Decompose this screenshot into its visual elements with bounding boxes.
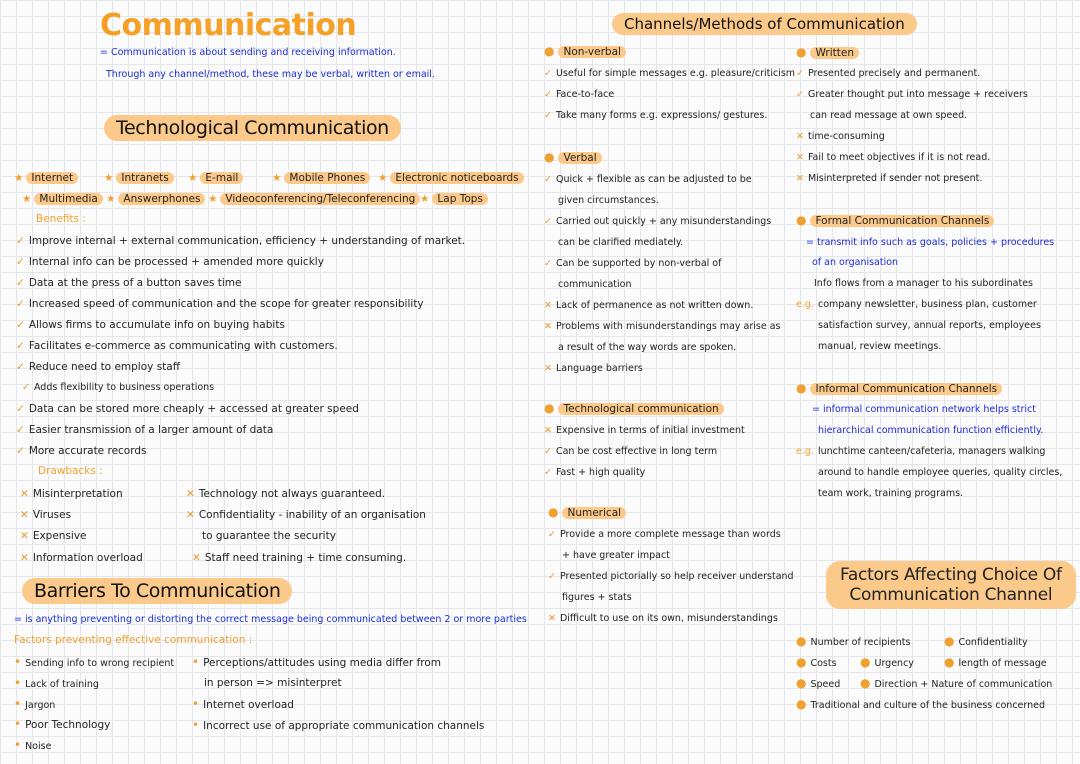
verbal-point: ✕ Language barriers: [544, 363, 643, 374]
formal-examples-3: manual, review meetings.: [818, 341, 942, 352]
benefit-item: ✓ Reduce need to employ staff: [16, 361, 180, 373]
verbal-point: ✓ Can be supported by non-verbal of: [544, 258, 722, 269]
factors-heading: [826, 561, 1076, 609]
drawback-item-continued: to guarantee the security: [202, 530, 336, 542]
informal-examples-2: around to handle employee queries, quality circles,: [818, 467, 1063, 478]
benefit-item: ✓ Data can be stored more cheaply + accessed at greater speed: [16, 403, 359, 415]
factor-item: ● Number of recipients: [796, 634, 911, 648]
verbal-heading: ● Verbal: [544, 150, 602, 165]
barriers-heading: [22, 580, 292, 602]
verbal-point: ✕ Problems with misunderstandings may arise as: [544, 321, 781, 332]
numerical-point: ✕ Difficult to use on its own, misunderstandings: [548, 613, 778, 624]
verbal-point-continued: given circumstances.: [558, 195, 659, 206]
informal-examples-1: lunchtime canteen/cafeteria, managers walking: [818, 446, 1046, 457]
verbal-point: ✓ Quick + flexible as can be adjusted to be: [544, 174, 752, 185]
barriers-definition: = is anything preventing or distorting the correct message being communicated between 2 or more parties: [14, 614, 527, 625]
tech-type-mobile-phones: ★ Mobile Phones: [272, 171, 370, 185]
benefit-item: ✓ More accurate records: [16, 445, 147, 457]
numerical-point-continued: + have greater impact: [562, 550, 670, 561]
star-icon: ★: [14, 172, 24, 184]
drawback-item: ✕ Technology not always guaranteed.: [186, 488, 386, 500]
benefits-label: Benefits :: [36, 213, 86, 225]
factor-item: ● Confidentiality: [944, 634, 1028, 648]
drawback-item: ✕ Expensive: [20, 530, 87, 542]
benefit-item: ✓ Internal info can be processed + amended more quickly: [16, 256, 324, 268]
written-point: ✕ time-consuming: [796, 131, 885, 142]
nonverbal-point: ✓ Useful for simple messages e.g. pleasure/criticism: [544, 68, 796, 79]
barrier-item: • Jargon: [14, 697, 56, 711]
factor-item: ● Urgency: [860, 655, 914, 669]
factor-item: ● Speed: [796, 676, 841, 690]
tech-type-laptops: ★ Lap Tops: [420, 192, 488, 206]
informal-eg: e.g.: [796, 446, 814, 457]
channels-heading: [612, 14, 917, 33]
communication-definition-2: Through any channel/method, these may be verbal, written or email.: [106, 69, 435, 80]
communication-definition-1: = Communication is about sending and receiving information.: [100, 47, 396, 58]
numerical-point: ✓ Provide a more complete message than words: [548, 529, 781, 540]
verbal-point: ✕ Lack of permanence as not written down.: [544, 300, 754, 311]
written-point: ✓ Presented precisely and permanent.: [796, 68, 981, 79]
informal-definition-1: = informal communication network helps strict: [812, 404, 1037, 415]
written-point: ✕ Fail to meet objectives if it is not read.: [796, 152, 991, 163]
star-icon: ★: [420, 193, 430, 205]
formal-examples-1: company newsletter, business plan, customer: [818, 299, 1037, 310]
numerical-point: ✓ Presented pictorially so help receiver understand: [548, 571, 794, 582]
technological-heading: ● Technological communication: [544, 401, 724, 416]
tech-communication-heading: [104, 117, 401, 139]
tech-type-answerphones: ★ Answerphones: [106, 192, 205, 206]
barriers-title: Barriers To Communication: [22, 578, 292, 604]
star-icon: ★: [104, 172, 114, 184]
barrier-item: • Sending info to wrong recipient: [14, 655, 175, 669]
formal-eg: e.g.: [796, 299, 814, 310]
drawback-item: ✕ Staff need training + time consuming.: [192, 552, 407, 564]
written-heading: ● Written: [796, 45, 859, 60]
tech-communication-title: Technological Communication: [104, 115, 401, 141]
benefit-item: ✓ Adds flexibility to business operations: [22, 382, 215, 393]
technological-point: ✕ Expensive in terms of initial investment: [544, 425, 745, 436]
tech-type-electronic-noticeboards: ★ Electronic noticeboards: [378, 171, 524, 185]
verbal-point-continued: can be clarified mediately.: [558, 237, 684, 248]
technological-point: ✓ Fast + high quality: [544, 467, 646, 478]
star-icon: ★: [22, 193, 32, 205]
formal-heading: ● Formal Communication Channels: [796, 213, 994, 228]
verbal-point-continued: communication: [558, 279, 632, 290]
benefit-item: ✓ Allows firms to accumulate info on buying habits: [16, 319, 285, 331]
drawbacks-label: Drawbacks :: [38, 465, 103, 477]
star-icon: ★: [208, 193, 218, 205]
formal-examples-2: satisfaction survey, annual reports, employees: [818, 320, 1041, 331]
barrier-item: • Incorrect use of appropriate communication channels: [192, 718, 485, 732]
factor-item: ● Traditional and culture of the business concerned: [796, 697, 1046, 711]
written-point: ✕ Misinterpreted if sender not present.: [796, 173, 983, 184]
tech-type-videoconferencing: ★ Videoconferencing/Teleconferencing: [208, 192, 420, 206]
factor-item: ● Direction + Nature of communication: [860, 676, 1053, 690]
benefit-item: ✓ Improve internal + external communication, efficiency + understanding of market.: [16, 235, 466, 247]
informal-examples-3: team work, training programs.: [818, 488, 964, 499]
numerical-heading: ● Numerical: [548, 505, 626, 520]
written-point: ✓ Greater thought put into message + receivers: [796, 89, 1028, 100]
nonverbal-point: ✓ Take many forms e.g. expressions/ gestures.: [544, 110, 768, 121]
benefit-item: ✓ Easier transmission of a larger amount of data: [16, 424, 274, 436]
factor-item: ● length of message: [944, 655, 1047, 669]
verbal-point-continued: a result of the way words are spoken.: [558, 342, 737, 353]
written-point-continued: can read message at own speed.: [810, 110, 968, 121]
tech-type-email: ★ E-mail: [188, 171, 243, 185]
factors-title-line-1: Factors Affecting Choice Of: [840, 565, 1062, 585]
formal-definition-1: = transmit info such as goals, policies + procedures: [806, 237, 1055, 248]
benefit-item: ✓ Facilitates e-commerce as communicating with customers.: [16, 340, 338, 352]
tech-type-intranets: ★ Intranets: [104, 171, 174, 185]
formal-definition-2: of an organisation: [812, 257, 899, 268]
communication-title: Communication: [100, 8, 357, 43]
formal-info: Info flows from a manager to his subordinates: [814, 278, 1033, 289]
drawback-item: ✕ Confidentiality - inability of an organisation: [186, 509, 426, 521]
star-icon: ★: [272, 172, 282, 184]
star-icon: ★: [378, 172, 388, 184]
tech-type-internet: ★ Internet: [14, 171, 78, 185]
barrier-item: • Lack of training: [14, 676, 99, 690]
nonverbal-heading: ● Non-verbal: [544, 44, 626, 59]
nonverbal-point: ✓ Face-to-face: [544, 89, 615, 100]
benefit-item: ✓ Data at the press of a button saves time: [16, 277, 242, 289]
star-icon: ★: [188, 172, 198, 184]
barrier-item-continued: in person => misinterpret: [204, 677, 342, 689]
technological-point: ✓ Can be cost effective in long term: [544, 446, 718, 457]
drawback-item: ✕ Misinterpretation: [20, 488, 123, 500]
star-icon: ★: [106, 193, 116, 205]
numerical-point-continued: figures + stats: [562, 592, 632, 603]
verbal-point: ✓ Carried out quickly + any misunderstandings: [544, 216, 772, 227]
benefit-item: ✓ Increased speed of communication and the scope for greater responsibility: [16, 298, 424, 310]
barrier-item: • Noise: [14, 738, 52, 752]
drawback-item: ✕ Viruses: [20, 509, 72, 521]
factors-title-line-2: Communication Channel: [849, 585, 1053, 605]
barrier-item: • Poor Technology: [14, 717, 111, 731]
barriers-factors-label: Factors preventing effective communication :: [14, 634, 253, 646]
drawback-item: ✕ Information overload: [20, 552, 143, 564]
informal-heading: ● Informal Communication Channels: [796, 381, 1002, 396]
tech-type-multimedia: ★ Multimedia: [22, 192, 103, 206]
factor-item: ● Costs: [796, 655, 837, 669]
barrier-item: • Perceptions/attitudes using media differ from: [192, 655, 441, 669]
barrier-item: • Internet overload: [192, 697, 294, 711]
channels-title: Channels/Methods of Communication: [612, 13, 917, 35]
informal-definition-2: hierarchical communication function efficiently.: [818, 425, 1044, 436]
